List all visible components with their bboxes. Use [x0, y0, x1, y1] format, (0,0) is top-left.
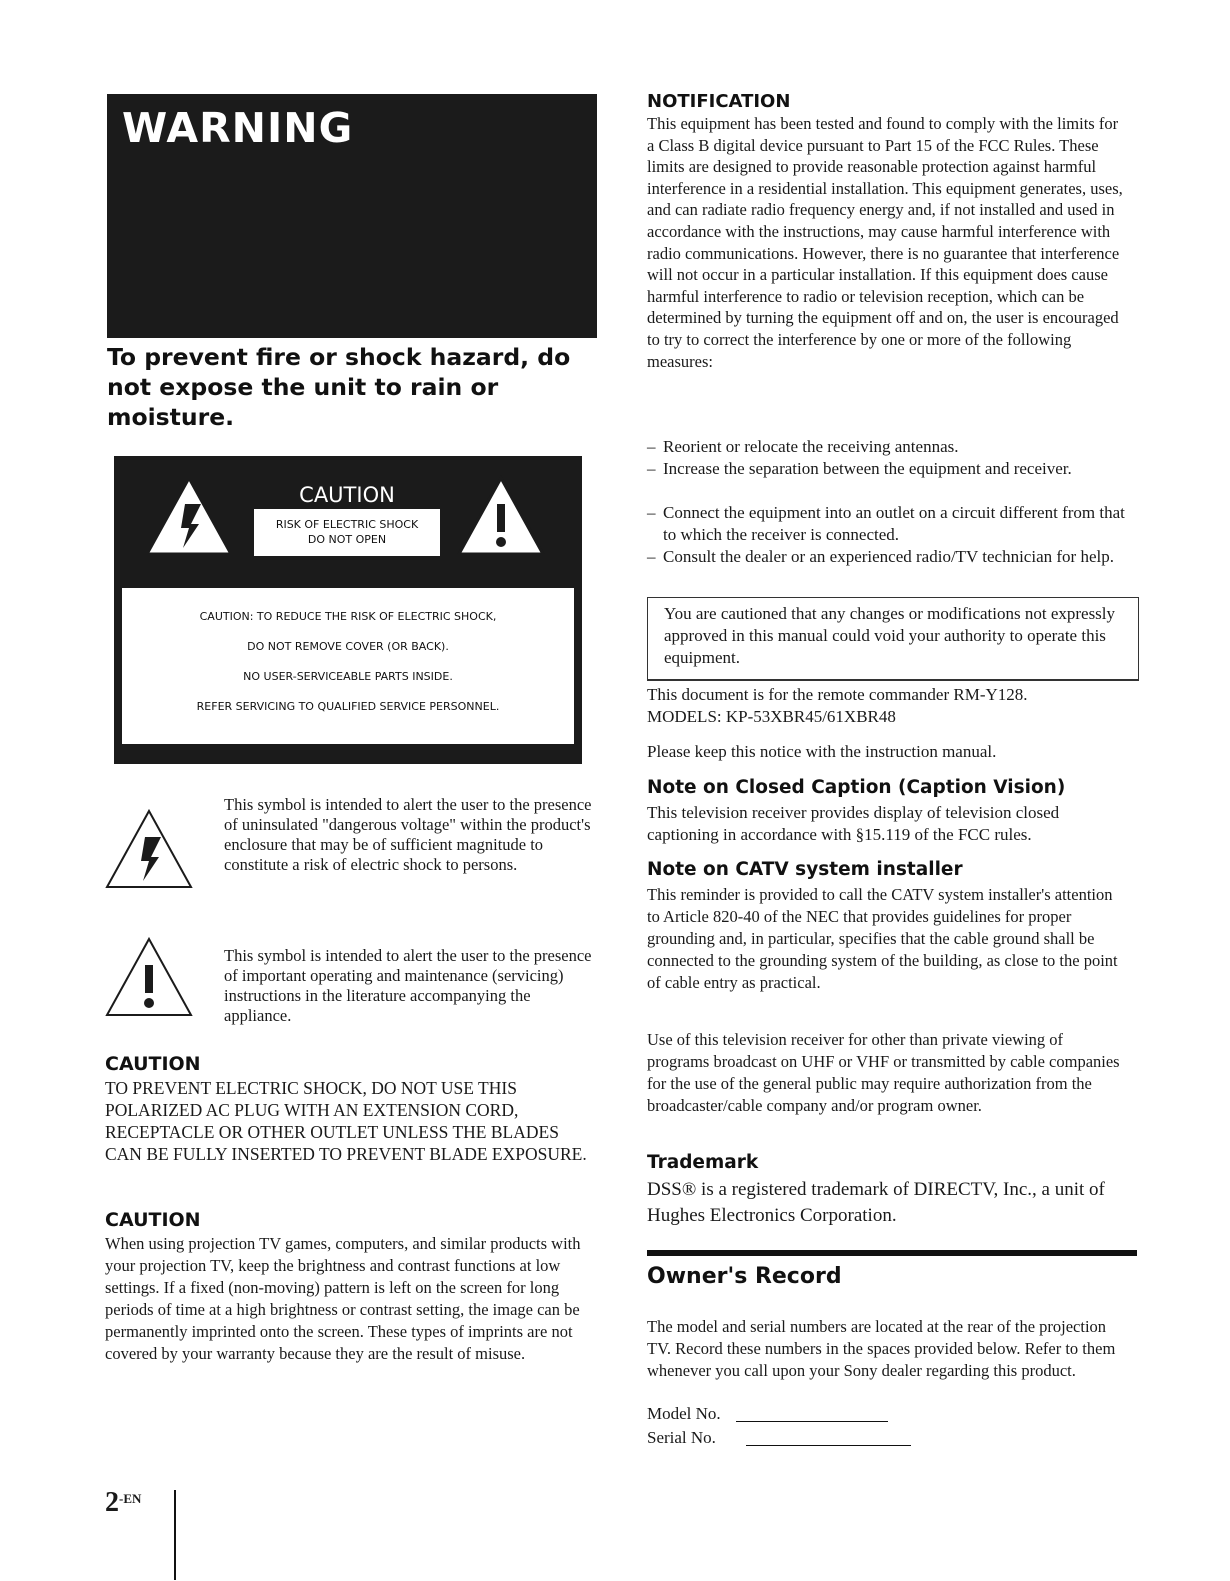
- trademark-heading: Trademark: [647, 1152, 759, 1173]
- measure-item: – Reorient or relocate the receiving antennas.: [647, 436, 1127, 458]
- owners-record-rule: [647, 1250, 1137, 1256]
- serial-no-field[interactable]: [746, 1445, 911, 1446]
- serial-no-label: Serial No.: [647, 1428, 716, 1447]
- measure-item: – Consult the dealer or an experienced radio/TV technician for help.: [647, 546, 1127, 590]
- caution-line-3: NO USER-SERVICEABLE PARTS INSIDE.: [243, 670, 453, 683]
- notification-heading: NOTIFICATION: [647, 91, 791, 112]
- notice-underline: [647, 679, 1139, 681]
- caution-heading-1: CAUTION: [105, 1053, 201, 1075]
- risk-line-1: RISK OF ELECTRIC SHOCK: [275, 518, 419, 531]
- notification-body: This equipment has been tested and found to comply with the limits for a Class B digital device pursuant to Part 15 of the FCC Rules. These limits are designed to provide reasonable protection against harmful interference in a residential installation. This equipment generates, uses, and can radiate radio frequency energy and, if not installed and used in accordance with the instructions, may cause harmful interference with radio communications. However, there is no guarantee that interference will not occur in a particular installation. If this equipment does cause harmful interference to radio or television reception, which can be determined by turning the equipment off and on, the user is encouraged to try to correct the interference by one or more of the following measures:: [647, 114, 1123, 371]
- trademark-body: DSS® is a registered trademark of DIRECTV, Inc., a unit of Hughes Electronics Corporation.: [647, 1179, 1105, 1226]
- voltage-symbol-text: This symbol is intended to alert the user to the presence of uninsulated "dangerous voltage" within the product's enclosure that may be of sufficient magnitude to constitute a risk of electric shock to persons.: [224, 795, 592, 874]
- important-symbol-text: This symbol is intended to alert the user to the presence of important operating and maintenance (servicing) instructions in the literature accompanying the appliance.: [224, 946, 592, 1025]
- lightning-symbol-icon: [103, 807, 195, 891]
- catv-heading: Note on CATV system installer: [647, 859, 963, 880]
- measure-text: Increase the separation between the equipment and receiver.: [663, 459, 1072, 478]
- closed-caption-body: This television receiver provides display of television closed captioning in accordance with §15.119 of the FCC rules.: [647, 803, 1060, 844]
- page-number-suffix: -EN: [119, 1491, 142, 1506]
- page-number: [105, 1487, 141, 1519]
- owners-record-body: The model and serial numbers are located at the rear of the projection TV. Record these numbers in the spaces provided below. Refer to them whenever you call upon your Sony dealer regarding this product.: [647, 1317, 1116, 1380]
- catv-body: This reminder is provided to call the CATV system installer's attention to Article 820-40 of the NEC that provides guidelines for proper grounding and, in particular, specifies that the cable ground shall be connected to the grounding system of the building, as close to the point of cable entry as practical.: [647, 885, 1118, 992]
- caution-label: CAUTION: [254, 480, 440, 509]
- warning-title: WARNING: [122, 104, 354, 152]
- caution-body-1: TO PREVENT ELECTRIC SHOCK, DO NOT USE THIS POLARIZED AC PLUG WITH AN EXTENSION CORD, RECEPTACLE OR OTHER OUTLET UNLESS THE BLADES CAN BE FULLY INSERTED TO PREVENT BLADE EXPOSURE.: [105, 1078, 587, 1164]
- measure-item: – Increase the separation between the equipment and receiver.: [647, 458, 1127, 502]
- catv-body-2: Use of this television receiver for other than private viewing of programs broadcast on UHF or VHF or transmitted by cable companies for the use of the general public may require authorization from the broadcaster/cable company and/or program owner.: [647, 1030, 1120, 1115]
- measure-text: Connect the equipment into an outlet on a circuit different from that to which the receiver is connected.: [663, 503, 1125, 544]
- caution-body-2: When using projection TV games, computers, and similar products with your projection TV, keep the brightness and contrast functions at low settings. If a fixed (non-moving) pattern is left on the screen for long periods of time at a high brightness or contrast setting, the image can be permanently imprinted onto the screen. These types of imprints are not covered by your warranty because they are the result of misuse.: [105, 1234, 581, 1363]
- model-no-field[interactable]: [736, 1421, 888, 1422]
- measure-text: Reorient or relocate the receiving antennas.: [663, 437, 959, 456]
- caution-line-2: DO NOT REMOVE COVER (OR BACK).: [247, 640, 449, 653]
- page-number-digit: 2: [105, 1487, 119, 1518]
- document-line-1: This document is for the remote commander RM-Y128.: [647, 685, 1028, 704]
- hazard-heading: To prevent fire or shock hazard, do not expose the unit to rain or moisture.: [107, 343, 571, 431]
- exclamation-symbol-icon: [103, 935, 195, 1019]
- closed-caption-heading: Note on Closed Caption (Caption Vision): [647, 777, 1066, 798]
- page-divider: [174, 1490, 176, 1580]
- models-line: MODELS: KP-53XBR45/61XBR48: [647, 707, 896, 726]
- exclamation-warning-icon: [455, 474, 547, 558]
- measure-text: Consult the dealer or an experienced radio/TV technician for help.: [663, 547, 1114, 566]
- caution-heading-2: CAUTION: [105, 1209, 201, 1231]
- owners-record-heading: Owner's Record: [647, 1264, 842, 1289]
- keep-notice: Please keep this notice with the instruction manual.: [647, 742, 997, 761]
- measure-item: – Connect the equipment into an outlet on a circuit different from that to which the receiver is connected.: [647, 502, 1127, 546]
- modification-notice: You are cautioned that any changes or modifications not expressly approved in this manual could void your authority to operate this equipment.: [664, 604, 1116, 667]
- caution-line-4: REFER SERVICING TO QUALIFIED SERVICE PERSONNEL.: [196, 700, 500, 713]
- model-no-label: Model No.: [647, 1404, 721, 1423]
- caution-line-1: CAUTION: TO REDUCE THE RISK OF ELECTRIC SHOCK,: [199, 610, 497, 623]
- risk-line-2: DO NOT OPEN: [307, 533, 387, 546]
- lightning-warning-icon: [143, 474, 235, 558]
